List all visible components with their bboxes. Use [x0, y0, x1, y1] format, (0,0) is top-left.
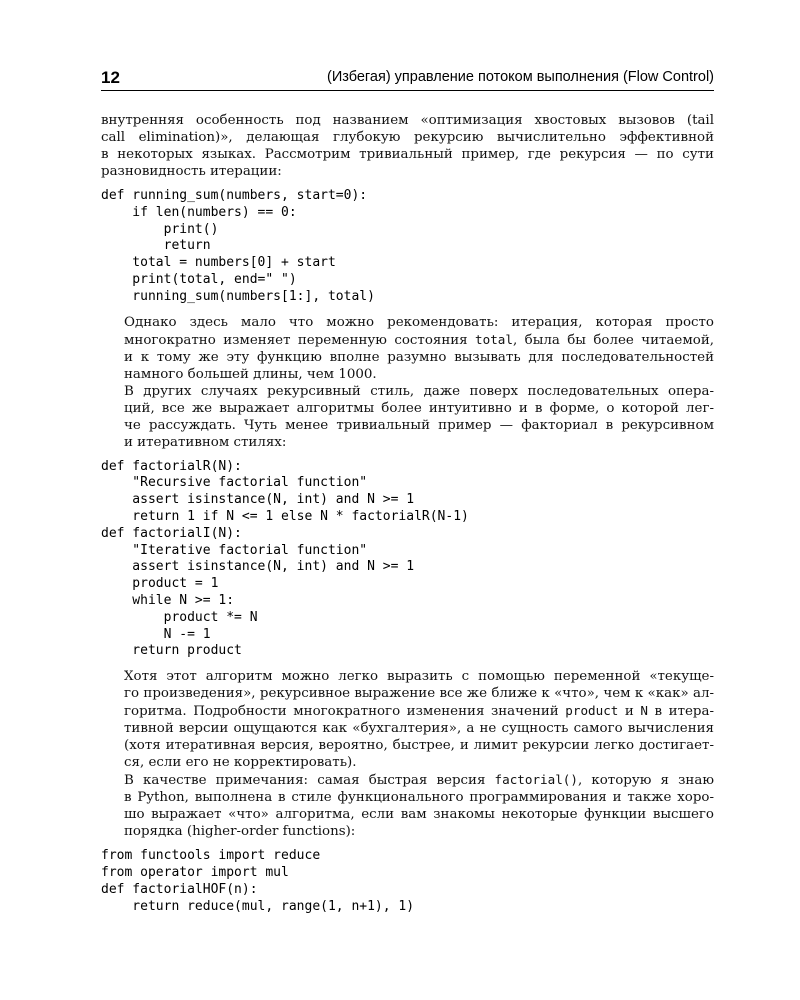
text-segment: , была бы более читаемой, — [512, 332, 714, 348]
text-segment: В качестве примечания: самая быстрая версия — [124, 773, 495, 789]
text-line: Однако здесь мало что можно рекомендовать: итерация, которая просто — [124, 314, 714, 330]
text-segment: и — [618, 704, 641, 720]
text-line: и итеративном стилях: — [124, 434, 287, 450]
text-line: разновидность итерации: — [101, 164, 282, 179]
text-line: го произведения», рекурсивное выражение все же ближе к «что», чем к «как» ал- — [124, 686, 714, 702]
text-line: шо выражает «что» алгоритма, если вам знакомы некоторые функции высшего — [124, 807, 714, 823]
text-line: call elimination)», делающая глубокую рекурсию вычислительно эффективной — [101, 130, 714, 145]
paragraph-functional-note — [101, 771, 714, 840]
inline-code: product — [565, 703, 619, 719]
running-head: (Избегая) управление потоком выполнения (Flow Control) — [326, 69, 714, 85]
page-header — [101, 66, 714, 91]
code-block-factorial-hof: from functools import reduce from operator import mul def factorialHOF(n): return reduce(mul, range(1, n+1), 1) — [101, 848, 415, 914]
text-line: (хотя итеративная версия, вероятно, быстрее, и лимит рекурсии легко достигает- — [124, 738, 714, 754]
text-line: ций, все же выражает алгоритмы более интуитивно и в форме, о которой лег- — [124, 400, 714, 416]
text-line: порядка (higher-order functions): — [124, 824, 356, 840]
code-block-factorial: def factorialR(N): "Recursive factorial function" assert isinstance(N, int) and N >= 1 return 1 if N <= 1 else N * factorialR(N-1) def factorialI(N): "Iterative factorial function" assert isinstance(N, int) and N >= 1 product = 1 while N >= 1: product *= N N -= 1 return product — [101, 458, 469, 659]
inline-code: factorial() — [494, 772, 578, 788]
text-line: и к тому же эту функцию вполне разумно вызывать для последовательностей — [124, 349, 714, 365]
text-segment: в итера- — [648, 704, 714, 720]
paragraph-intro — [101, 112, 714, 180]
code-block-running-sum: def running_sum(numbers, start=0): if len(numbers) == 0: print() return total = numbers[0] + start print(total, end=" ") running_sum(numbers[1:], total) — [101, 188, 375, 304]
text-line: намного большей длины, чем 1000. — [124, 366, 377, 382]
text-line: Хотя этот алгоритм можно легко выразить с помощью переменной «текуще- — [124, 669, 714, 685]
text-line: ся, если его не корректировать). — [124, 755, 357, 771]
text-line — [101, 331, 714, 349]
inline-code: N — [640, 703, 648, 719]
text-line: внутренняя особенность под названием «оптимизация хвостовых вызовов (tail — [101, 113, 714, 128]
text-line: в Python, выполнена в стиле функционального программирования и также хоро- — [124, 790, 714, 806]
text-segment: , которую я знаю — [577, 773, 714, 789]
inline-code: total — [475, 331, 513, 347]
text-line — [101, 702, 714, 720]
page-body — [101, 112, 714, 923]
text-line — [101, 771, 714, 789]
text-line: тивной версии ощущаются как «бухгалтерия», а не сущность самого вычисления — [124, 721, 714, 737]
text-segment: горитма. Подробности многократного изменения значений — [124, 704, 566, 720]
page-number: 12 — [101, 68, 120, 87]
text-line: че рассуждать. Чуть менее тривиальный пример — факториал в рекурсивном — [124, 417, 714, 433]
paragraph-iteration-note — [101, 314, 714, 383]
text-line: В других случаях рекурсивный стиль, даже поверх последовательных опера- — [124, 383, 714, 399]
text-segment: многократно изменяет переменную состояния — [124, 332, 476, 348]
paragraph-recursive-style — [101, 383, 714, 451]
paragraph-algorithm-discussion — [101, 668, 714, 771]
text-line: в некоторых языках. Рассмотрим тривиальный пример, где рекурсия — по сути — [101, 147, 714, 162]
